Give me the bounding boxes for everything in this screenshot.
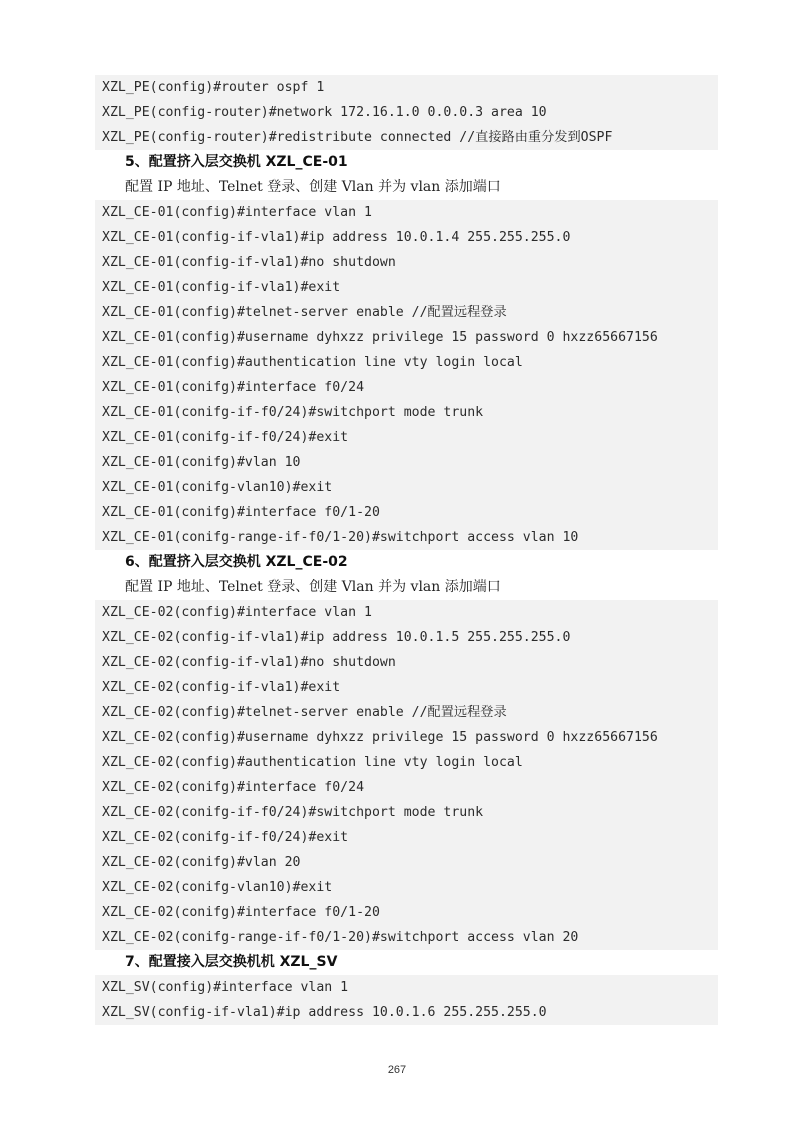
page-content bbox=[95, 75, 718, 1025]
code-line: XZL_PE(config-router)#redistribute connected //直接路由重分发到OSPF bbox=[102, 130, 613, 145]
code-block-ce02 bbox=[95, 600, 718, 950]
code-line: XZL_SV(config-if-vla1)#ip address 10.0.1.6 255.255.255.0 bbox=[102, 1005, 547, 1020]
code-line: XZL_PE(config-router)#network 172.16.1.0 0.0.0.3 area 10 bbox=[102, 105, 547, 120]
code-line: XZL_CE-01(conifg)#interface f0/24 bbox=[102, 380, 365, 395]
code-block-ce01 bbox=[95, 200, 718, 550]
code-line: XZL_PE(config)#router ospf 1 bbox=[102, 80, 325, 95]
code-line: XZL_CE-01(conifg-range-if-f0/1-20)#switchport access vlan 10 bbox=[102, 530, 579, 545]
code-line: XZL_CE-01(conifg)#interface f0/1-20 bbox=[102, 505, 380, 520]
code-line: XZL_SV(config)#interface vlan 1 bbox=[102, 980, 349, 995]
page-number: 267 bbox=[387, 1064, 407, 1076]
section-heading-ce01: 5、配置挤入层交换机 XZL_CE-01 bbox=[125, 154, 348, 170]
section-heading-ce02: 6、配置挤入层交换机 XZL_CE-02 bbox=[125, 554, 348, 570]
code-line: XZL_CE-01(config-if-vla1)#no shutdown bbox=[102, 255, 396, 270]
section-description-ce02: 配置 IP 地址、Telnet 登录、创建 Vlan 并为 vlan 添加端口 bbox=[125, 579, 501, 595]
code-line: XZL_CE-01(conifg)#vlan 10 bbox=[102, 455, 301, 470]
code-line: XZL_CE-01(config)#username dyhxzz privilege 15 password 0 hxzz65667156 bbox=[102, 330, 658, 345]
code-line: XZL_CE-02(config)#username dyhxzz privilege 15 password 0 hxzz65667156 bbox=[102, 730, 658, 745]
code-line: XZL_CE-01(conifg-if-f0/24)#switchport mode trunk bbox=[102, 405, 484, 420]
code-line: XZL_CE-02(config)#telnet-server enable //配置远程登录 bbox=[102, 705, 507, 720]
code-line: XZL_CE-02(conifg-vlan10)#exit bbox=[102, 880, 333, 895]
code-line: XZL_CE-01(config)#authentication line vty login local bbox=[102, 355, 523, 370]
code-line: XZL_CE-02(conifg-range-if-f0/1-20)#switchport access vlan 20 bbox=[102, 930, 579, 945]
code-line: XZL_CE-01(config)#interface vlan 1 bbox=[102, 205, 372, 220]
code-line: XZL_CE-01(conifg-if-f0/24)#exit bbox=[102, 430, 349, 445]
code-block-sv bbox=[95, 975, 718, 1025]
section-description-ce01: 配置 IP 地址、Telnet 登录、创建 Vlan 并为 vlan 添加端口 bbox=[125, 179, 501, 195]
code-line: XZL_CE-02(conifg)#interface f0/1-20 bbox=[102, 905, 380, 920]
code-block-pe-ospf bbox=[95, 75, 718, 150]
section-heading-sv: 7、配置接入层交换机机 XZL_SV bbox=[125, 954, 338, 970]
code-line: XZL_CE-01(config)#telnet-server enable //配置远程登录 bbox=[102, 305, 507, 320]
code-line: XZL_CE-02(conifg-if-f0/24)#exit bbox=[102, 830, 349, 845]
code-line: XZL_CE-02(config-if-vla1)#no shutdown bbox=[102, 655, 396, 670]
code-line: XZL_CE-02(conifg-if-f0/24)#switchport mode trunk bbox=[102, 805, 484, 820]
code-line: XZL_CE-01(conifg-vlan10)#exit bbox=[102, 480, 333, 495]
code-line: XZL_CE-01(config-if-vla1)#exit bbox=[102, 280, 341, 295]
code-line: XZL_CE-02(conifg)#vlan 20 bbox=[102, 855, 301, 870]
code-line: XZL_CE-02(config-if-vla1)#exit bbox=[102, 680, 341, 695]
code-line: XZL_CE-02(config-if-vla1)#ip address 10.0.1.5 255.255.255.0 bbox=[102, 630, 571, 645]
code-line: XZL_CE-02(config)#interface vlan 1 bbox=[102, 605, 372, 620]
code-line: XZL_CE-01(config-if-vla1)#ip address 10.0.1.4 255.255.255.0 bbox=[102, 230, 571, 245]
code-line: XZL_CE-02(config)#authentication line vty login local bbox=[102, 755, 523, 770]
code-line: XZL_CE-02(conifg)#interface f0/24 bbox=[102, 780, 365, 795]
